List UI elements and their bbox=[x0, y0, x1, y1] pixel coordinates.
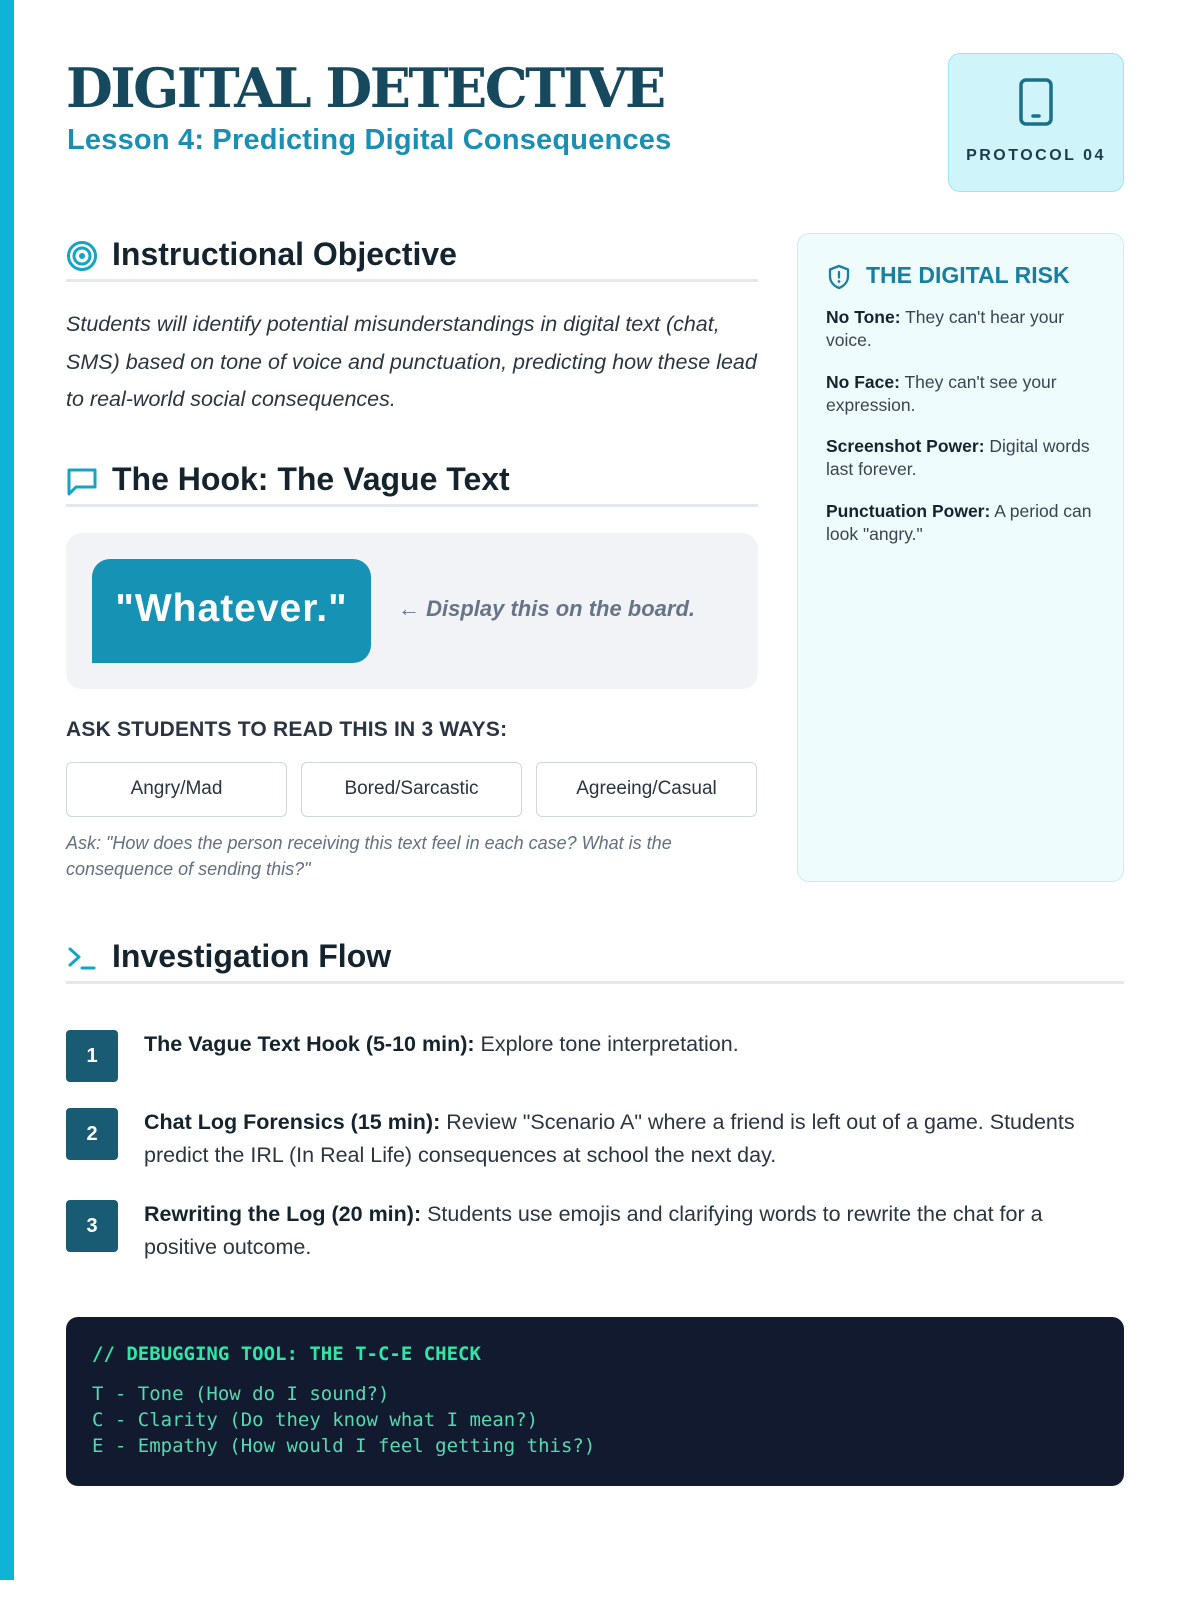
terminal-line: T - Tone (How do I sound?) bbox=[92, 1383, 390, 1405]
risk-item-text: A period can look "angry." bbox=[826, 501, 1092, 544]
step-label: Rewriting the Log (20 min): bbox=[144, 1202, 422, 1226]
step-description: Students use emojis and clarifying words to rewrite the chat for a positive outcome. bbox=[144, 1202, 1043, 1259]
digital-risk-panel bbox=[797, 233, 1124, 882]
shield-icon bbox=[828, 264, 850, 295]
step-label: The Vague Text Hook (5-10 min): bbox=[144, 1032, 475, 1056]
objective-heading: Instructional Objective bbox=[112, 236, 457, 272]
objective-text: Students will identify potential misunderstandings in digital text (chat, SMS) based on tone of voice and punctuation, predicting how these lead to real-world social consequences. bbox=[66, 312, 757, 411]
hook-hint: ← Display this on the board. bbox=[398, 596, 696, 621]
way-option-angry[interactable]: Angry/Mad bbox=[66, 762, 287, 817]
risk-item-label: Screenshot Power: bbox=[826, 436, 985, 456]
hook-section-header bbox=[66, 461, 758, 507]
risk-item bbox=[826, 306, 1106, 351]
phone-icon bbox=[1018, 78, 1054, 131]
page-subtitle: Lesson 4: Predicting Digital Consequences bbox=[67, 124, 672, 156]
flow-step bbox=[66, 1198, 1126, 1268]
risk-item-text: They can't see your expression. bbox=[826, 372, 1057, 415]
bubble-text: "Whatever." bbox=[115, 587, 348, 630]
protocol-label: PROTOCOL 04 bbox=[966, 147, 1106, 164]
step-label: Chat Log Forensics (15 min): bbox=[144, 1110, 441, 1134]
step-description: Review "Scenario A" where a friend is left out of a game. Students predict the IRL (In Real Life) consequences at school the next day. bbox=[144, 1110, 1075, 1167]
flow-step bbox=[66, 1106, 1126, 1176]
step-text bbox=[144, 1198, 1119, 1264]
flow-section-header bbox=[66, 938, 1124, 984]
objective-section-header bbox=[66, 236, 758, 282]
way-option-agreeing[interactable]: Agreeing/Casual bbox=[536, 762, 757, 817]
terminal-line: E - Empathy (How would I feel getting this?) bbox=[92, 1435, 596, 1457]
ask-note: Ask: "How does the person receiving this text feel in each case? What is the consequence of sending this?" bbox=[66, 833, 672, 879]
risk-title: THE DIGITAL RISK bbox=[866, 262, 1070, 288]
vague-text-bubble bbox=[92, 559, 371, 663]
risk-item-label: Punctuation Power: bbox=[826, 501, 991, 521]
target-icon bbox=[66, 240, 98, 277]
step-number: 2 bbox=[66, 1108, 118, 1160]
risk-item bbox=[826, 500, 1106, 545]
step-description: Explore tone interpretation. bbox=[480, 1032, 739, 1056]
ask-heading: ASK STUDENTS TO READ THIS IN 3 WAYS: bbox=[66, 718, 508, 741]
risk-item bbox=[826, 435, 1106, 480]
chat-bubble-icon bbox=[66, 465, 98, 502]
way-option-bored[interactable]: Bored/Sarcastic bbox=[301, 762, 522, 817]
step-text bbox=[144, 1028, 1119, 1061]
left-accent-bar bbox=[0, 0, 14, 1580]
protocol-badge bbox=[948, 53, 1124, 192]
terminal-title: // DEBUGGING TOOL: THE T-C-E CHECK bbox=[92, 1343, 481, 1365]
risk-item-label: No Face: bbox=[826, 372, 900, 392]
risk-item bbox=[826, 371, 1106, 416]
step-text bbox=[144, 1106, 1119, 1172]
step-number: 3 bbox=[66, 1200, 118, 1252]
risk-item-text: They can't hear your voice. bbox=[826, 307, 1065, 350]
flow-step bbox=[66, 1028, 1126, 1088]
risk-item-label: No Tone: bbox=[826, 307, 901, 327]
flow-heading: Investigation Flow bbox=[112, 938, 392, 974]
risk-item-text: Digital words last forever. bbox=[826, 436, 1090, 479]
hook-heading: The Hook: The Vague Text bbox=[112, 461, 510, 497]
debugging-tool-terminal bbox=[66, 1317, 1124, 1486]
terminal-line: C - Clarity (Do they know what I mean?) bbox=[92, 1409, 539, 1431]
page-title: DIGITAL DETECTIVE bbox=[66, 56, 664, 120]
step-number: 1 bbox=[66, 1030, 118, 1082]
hook-box bbox=[66, 533, 758, 689]
terminal-prompt-icon bbox=[66, 942, 98, 979]
